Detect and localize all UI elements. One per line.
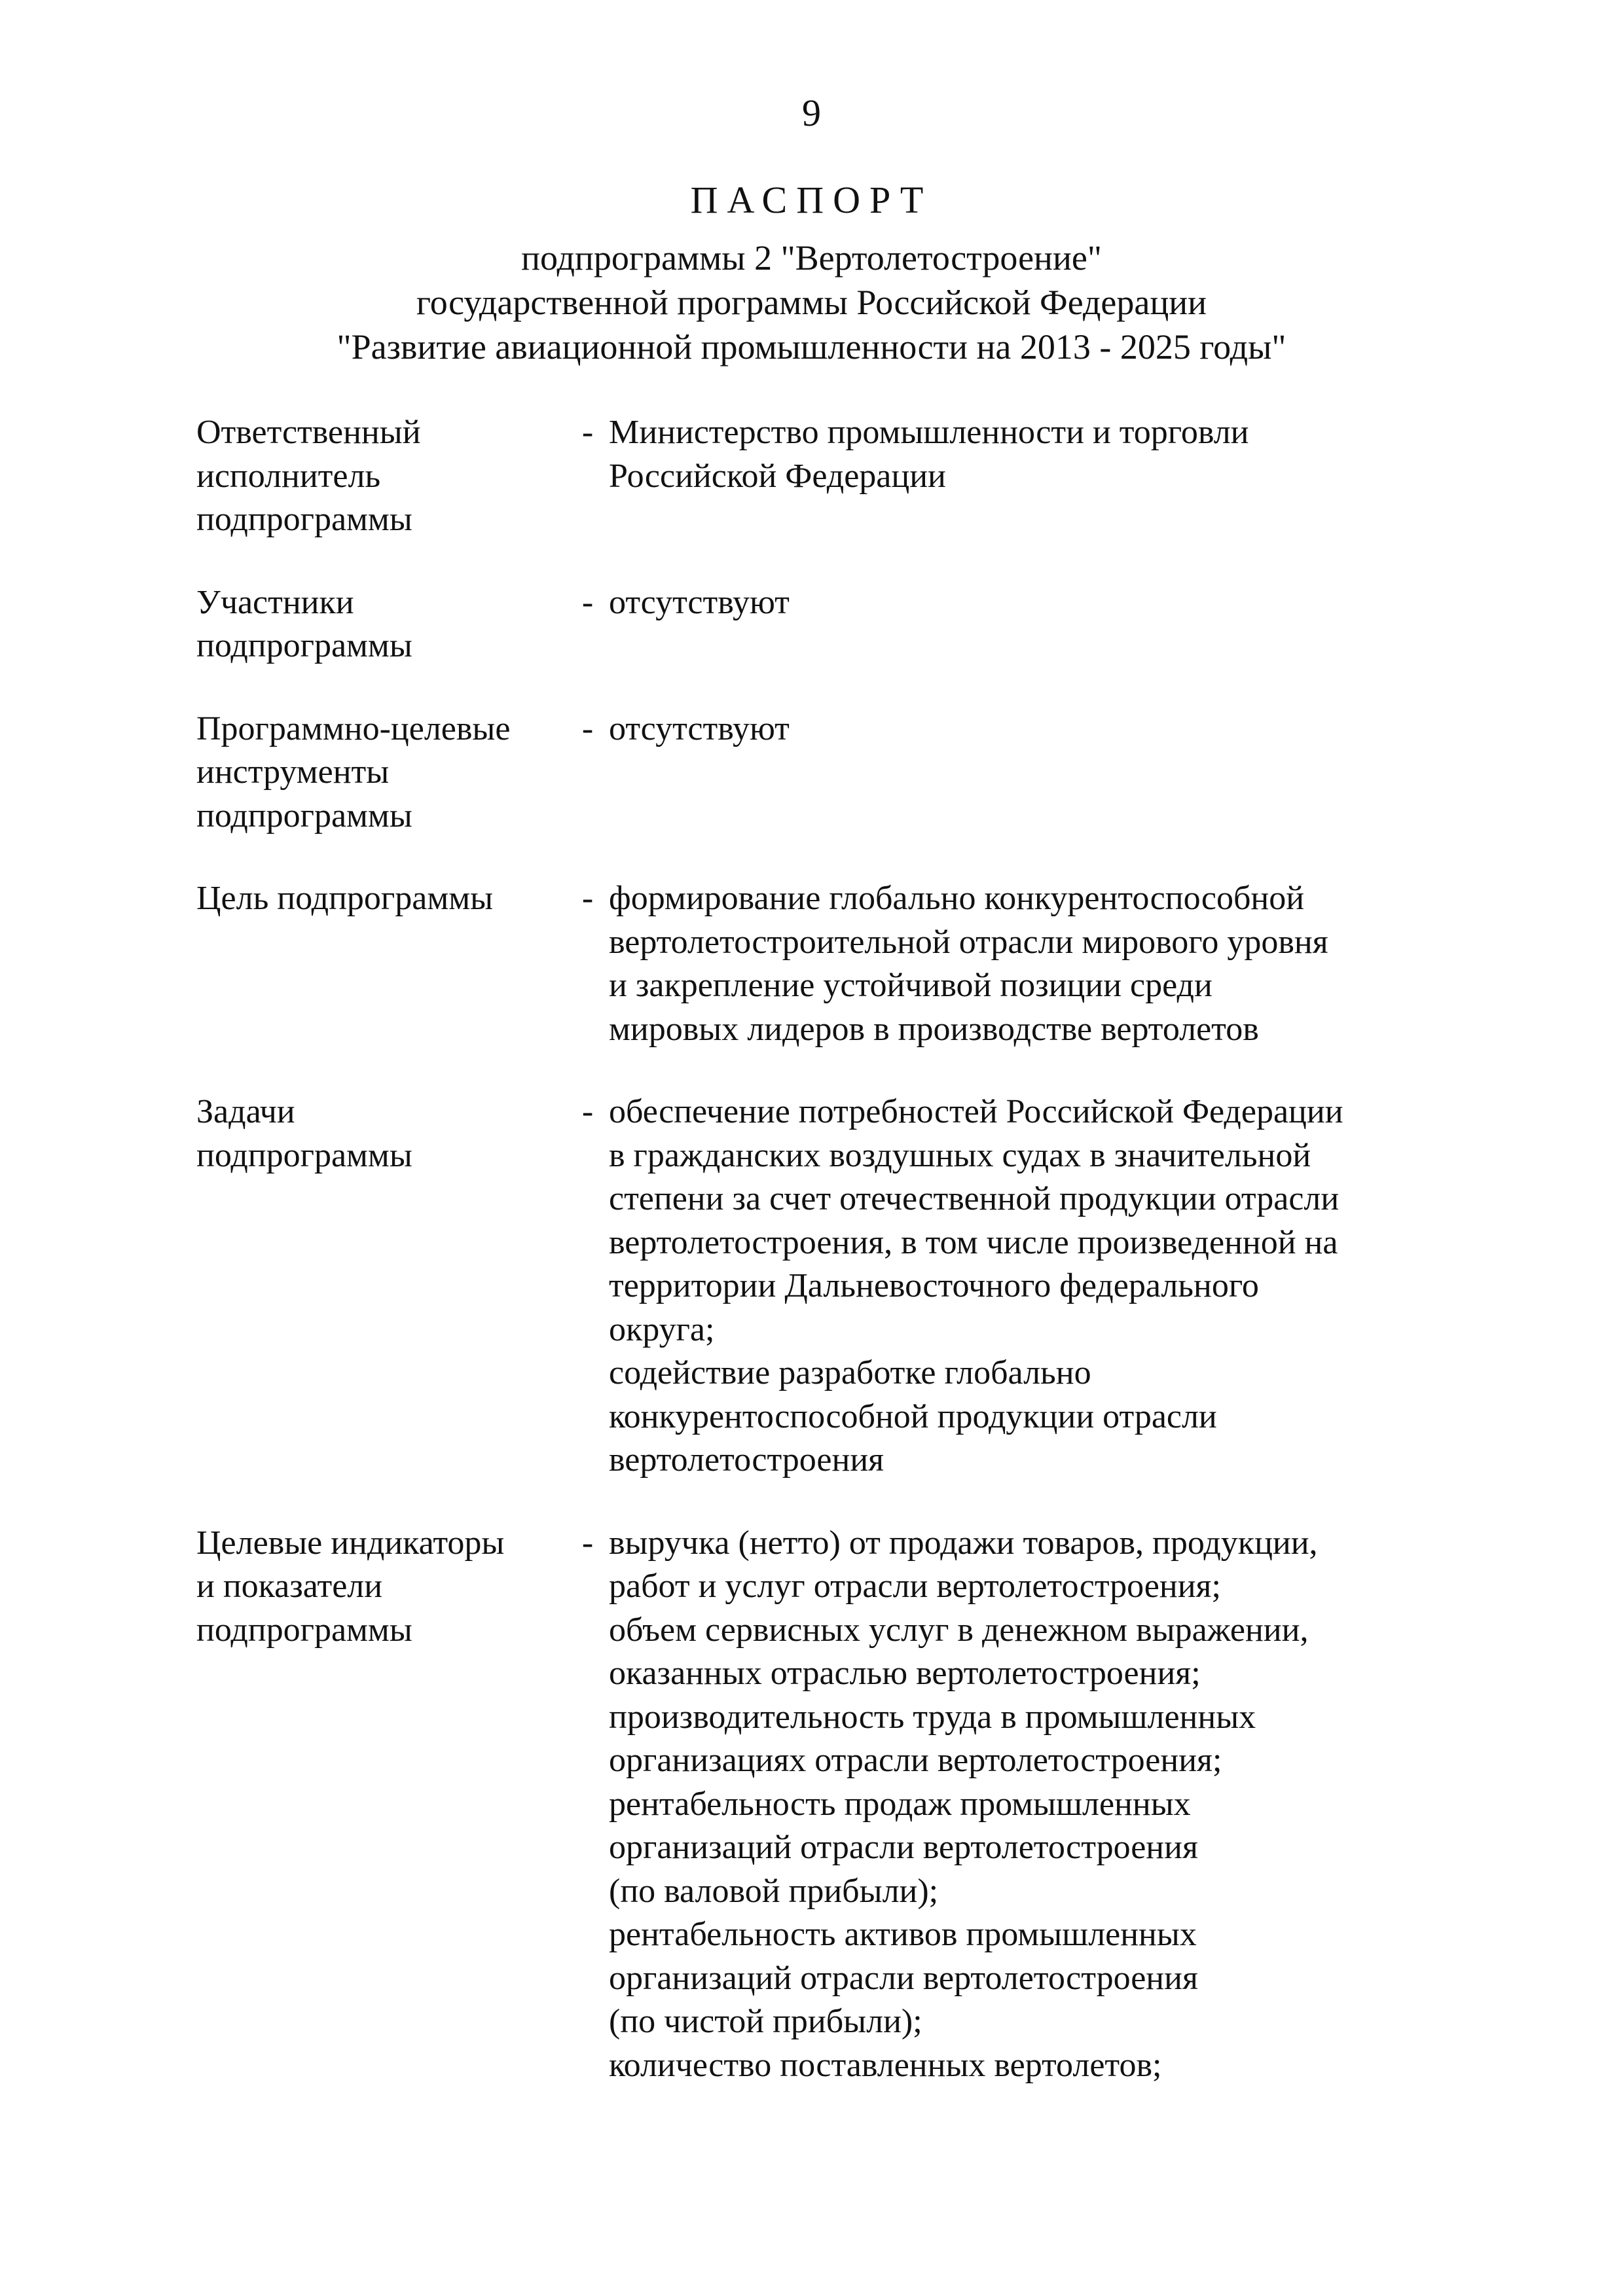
row-dash: -	[581, 709, 594, 747]
passport-row-responsible	[196, 411, 1453, 542]
label-line: подпрограммы	[196, 797, 412, 834]
row-label	[196, 1522, 566, 2088]
passport-row-instruments	[196, 708, 1453, 838]
label-line: инструменты	[196, 753, 390, 791]
passport-row-goal	[196, 877, 1453, 1051]
label-line: исполнитель	[196, 457, 381, 495]
subtitle-line: государственной программы Российской Федерации	[416, 283, 1207, 322]
value-line: вертолетостроения	[609, 1441, 884, 1479]
label-line: подпрограммы	[196, 627, 412, 664]
row-label	[196, 1090, 566, 1482]
row-dash: -	[581, 1093, 594, 1130]
value-line: отсутствуют	[609, 583, 790, 621]
row-value	[609, 411, 1453, 542]
label-line: подпрограммы	[196, 1136, 412, 1174]
label-line: и показатели	[196, 1568, 383, 1605]
passport-header	[0, 177, 1623, 369]
passport-row-indicators	[196, 1522, 1453, 2088]
label-line: Целевые индикаторы	[196, 1524, 505, 1562]
passport-title: ПАСПОРТ	[690, 179, 933, 221]
value-line: (по чистой прибыли);	[609, 2003, 922, 2040]
row-dash: -	[581, 880, 594, 917]
value-line: рентабельность продаж промышленных	[609, 1785, 1191, 1823]
value-line: Российской Федерации	[609, 457, 946, 495]
row-value	[609, 877, 1453, 1051]
row-label	[196, 411, 566, 542]
value-line: организаций отрасли вертолетостроения	[609, 1829, 1198, 1866]
row-label	[196, 581, 566, 668]
row-value	[609, 1090, 1453, 1482]
row-value	[609, 581, 1453, 668]
passport-row-tasks	[196, 1090, 1453, 1482]
value-line: выручка (нетто) от продажи товаров, продукции,	[609, 1524, 1318, 1562]
value-line: организаций отрасли вертолетостроения	[609, 1959, 1198, 1997]
row-dash: -	[581, 414, 594, 451]
row-dash: -	[581, 1524, 594, 1562]
passport-row-participants	[196, 581, 1453, 668]
row-value	[609, 1522, 1453, 2088]
value-line: мировых лидеров в производстве вертолетов	[609, 1010, 1259, 1048]
value-line: производительность труда в промышленных	[609, 1698, 1256, 1736]
value-line: оказанных отраслью вертолетостроения;	[609, 1655, 1201, 1692]
value-line: степени за счет отечественной продукции отрасли	[609, 1180, 1340, 1217]
subtitle-line: "Развитие авиационной промышленности на 2013 - 2025 годы"	[337, 327, 1286, 367]
label-line: Задачи	[196, 1093, 295, 1130]
label-line: подпрограммы	[196, 501, 412, 538]
value-line: (по валовой прибыли);	[609, 1872, 939, 1910]
value-line: отсутствуют	[609, 709, 790, 747]
subtitle-line: подпрограммы 2 "Вертолетостроение"	[521, 238, 1102, 278]
passport-table	[196, 411, 1453, 2126]
value-line: конкурентоспособной продукции отрасли	[609, 1397, 1217, 1435]
value-line: в гражданских воздушных судах в значительной	[609, 1136, 1311, 1174]
label-line: подпрограммы	[196, 1611, 412, 1649]
value-line: округа;	[609, 1310, 715, 1348]
value-line: вертолетостроения, в том числе произведенной на	[609, 1223, 1338, 1261]
page-number: 9	[802, 92, 821, 134]
value-line: и закрепление устойчивой позиции среди	[609, 967, 1213, 1004]
value-line: количество поставленных вертолетов;	[609, 2046, 1162, 2084]
value-line: содействие разработке глобально	[609, 1354, 1091, 1391]
value-line: объем сервисных услуг в денежном выражении,	[609, 1611, 1309, 1649]
value-line: Министерство промышленности и торговли	[609, 414, 1249, 451]
row-label	[196, 877, 566, 1051]
label-line: Программно-целевые	[196, 709, 511, 747]
value-line: организациях отрасли вертолетостроения;	[609, 1742, 1222, 1779]
value-line: территории Дальневосточного федерального	[609, 1267, 1259, 1304]
label-line: Участники	[196, 583, 354, 621]
row-value	[609, 708, 1453, 838]
value-line: рентабельность активов промышленных	[609, 1916, 1197, 1953]
value-line: вертолетостроительной отрасли мирового уровня	[609, 923, 1328, 961]
label-line: Цель подпрограммы	[196, 880, 494, 917]
label-line: Ответственный	[196, 414, 421, 451]
value-line: формирование глобально конкурентоспособной	[609, 880, 1305, 917]
row-label	[196, 708, 566, 838]
value-line: обеспечение потребностей Российской Федерации	[609, 1093, 1343, 1130]
row-dash: -	[581, 583, 594, 621]
value-line: работ и услуг отрасли вертолетостроения;	[609, 1568, 1221, 1605]
